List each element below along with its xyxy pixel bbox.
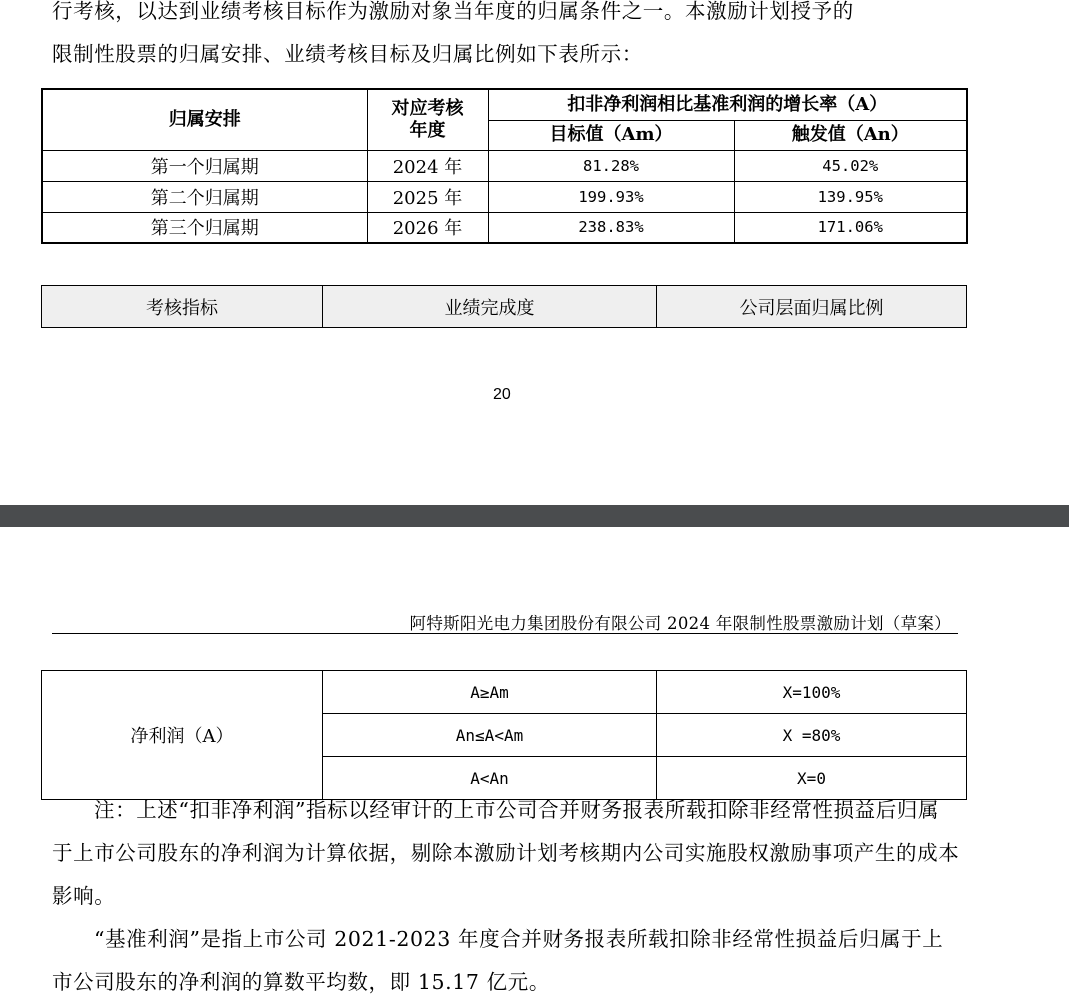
condition-cell: A<An — [323, 757, 657, 800]
table-header-row — [42, 89, 967, 120]
running-header: 阿特斯阳光电力集团股份有限公司 2024 年限制性股票激励计划（草案） — [409, 614, 951, 633]
period-cell: 第三个归属期 — [42, 212, 367, 243]
note-2-line-2: 市公司股东的净利润的算数平均数，即 15.17 亿元。 — [52, 970, 550, 994]
year-cell: 2025 年 — [367, 181, 488, 212]
note-2-line-1: “基准利润”是指上市公司 2021-2023 年度合并财务报表所载扣除非经常性损益后归属于上 — [94, 927, 944, 951]
vesting-schedule-table — [41, 88, 968, 244]
condition-cell: An≤A<Am — [323, 714, 657, 757]
header-rule — [52, 633, 958, 634]
header-assessment-year — [367, 89, 488, 150]
indicator-cell: 净利润（A） — [42, 671, 323, 800]
trigger-cell: 45.02% — [734, 150, 967, 181]
header-trigger-value: 触发值（An） — [734, 120, 967, 150]
target-cell: 199.93% — [488, 181, 734, 212]
intro-line-1: 行考核，以达到业绩考核目标作为激励对象当年度的归属条件之一。本激励计划授予的 — [52, 0, 854, 23]
table-header-row — [42, 286, 967, 328]
header-growth-rate: 扣非净利润相比基准利润的增长率（A） — [488, 89, 967, 120]
ratio-cell: X=100% — [657, 671, 967, 714]
header-vesting-ratio: 公司层面归属比例 — [657, 286, 967, 328]
condition-cell: A≥Am — [323, 671, 657, 714]
intro-line-2: 限制性股票的归属安排、业绩考核目标及归属比例如下表所示： — [52, 42, 643, 66]
table-row — [42, 212, 967, 243]
header-year-line-1: 对应考核 — [391, 97, 464, 119]
kpi-table-header — [41, 285, 967, 328]
kpi-table-body — [41, 670, 967, 800]
header-indicator: 考核指标 — [42, 286, 323, 328]
ratio-cell: X=0 — [657, 757, 967, 800]
target-cell: 238.83% — [488, 212, 734, 243]
table-row — [42, 150, 967, 181]
note-1-line-1: 注：上述“扣非净利润”指标以经审计的上市公司合并财务报表所载扣除非经常性损益后归属 — [94, 798, 940, 822]
period-cell: 第二个归属期 — [42, 181, 367, 212]
year-cell: 2024 年 — [367, 150, 488, 181]
header-year-line-2: 年度 — [409, 119, 446, 141]
table-row — [42, 181, 967, 212]
header-target-value: 目标值（Am） — [488, 120, 734, 150]
page-number: 20 — [493, 386, 511, 403]
period-cell: 第一个归属期 — [42, 150, 367, 181]
ratio-cell: X =80% — [657, 714, 967, 757]
header-completion: 业绩完成度 — [323, 286, 657, 328]
header-arrangement: 归属安排 — [42, 89, 367, 150]
trigger-cell: 171.06% — [734, 212, 967, 243]
page-break-separator — [0, 505, 1069, 527]
target-cell: 81.28% — [488, 150, 734, 181]
table-row — [42, 671, 967, 714]
note-1-line-3: 影响。 — [52, 884, 116, 908]
notes-section — [52, 789, 960, 1004]
note-1-line-2: 于上市公司股东的净利润为计算依据，剔除本激励计划考核期内公司实施股权激励事项产生的成本 — [52, 841, 960, 865]
intro-paragraph — [52, 0, 957, 76]
trigger-cell: 139.95% — [734, 181, 967, 212]
year-cell: 2026 年 — [367, 212, 488, 243]
